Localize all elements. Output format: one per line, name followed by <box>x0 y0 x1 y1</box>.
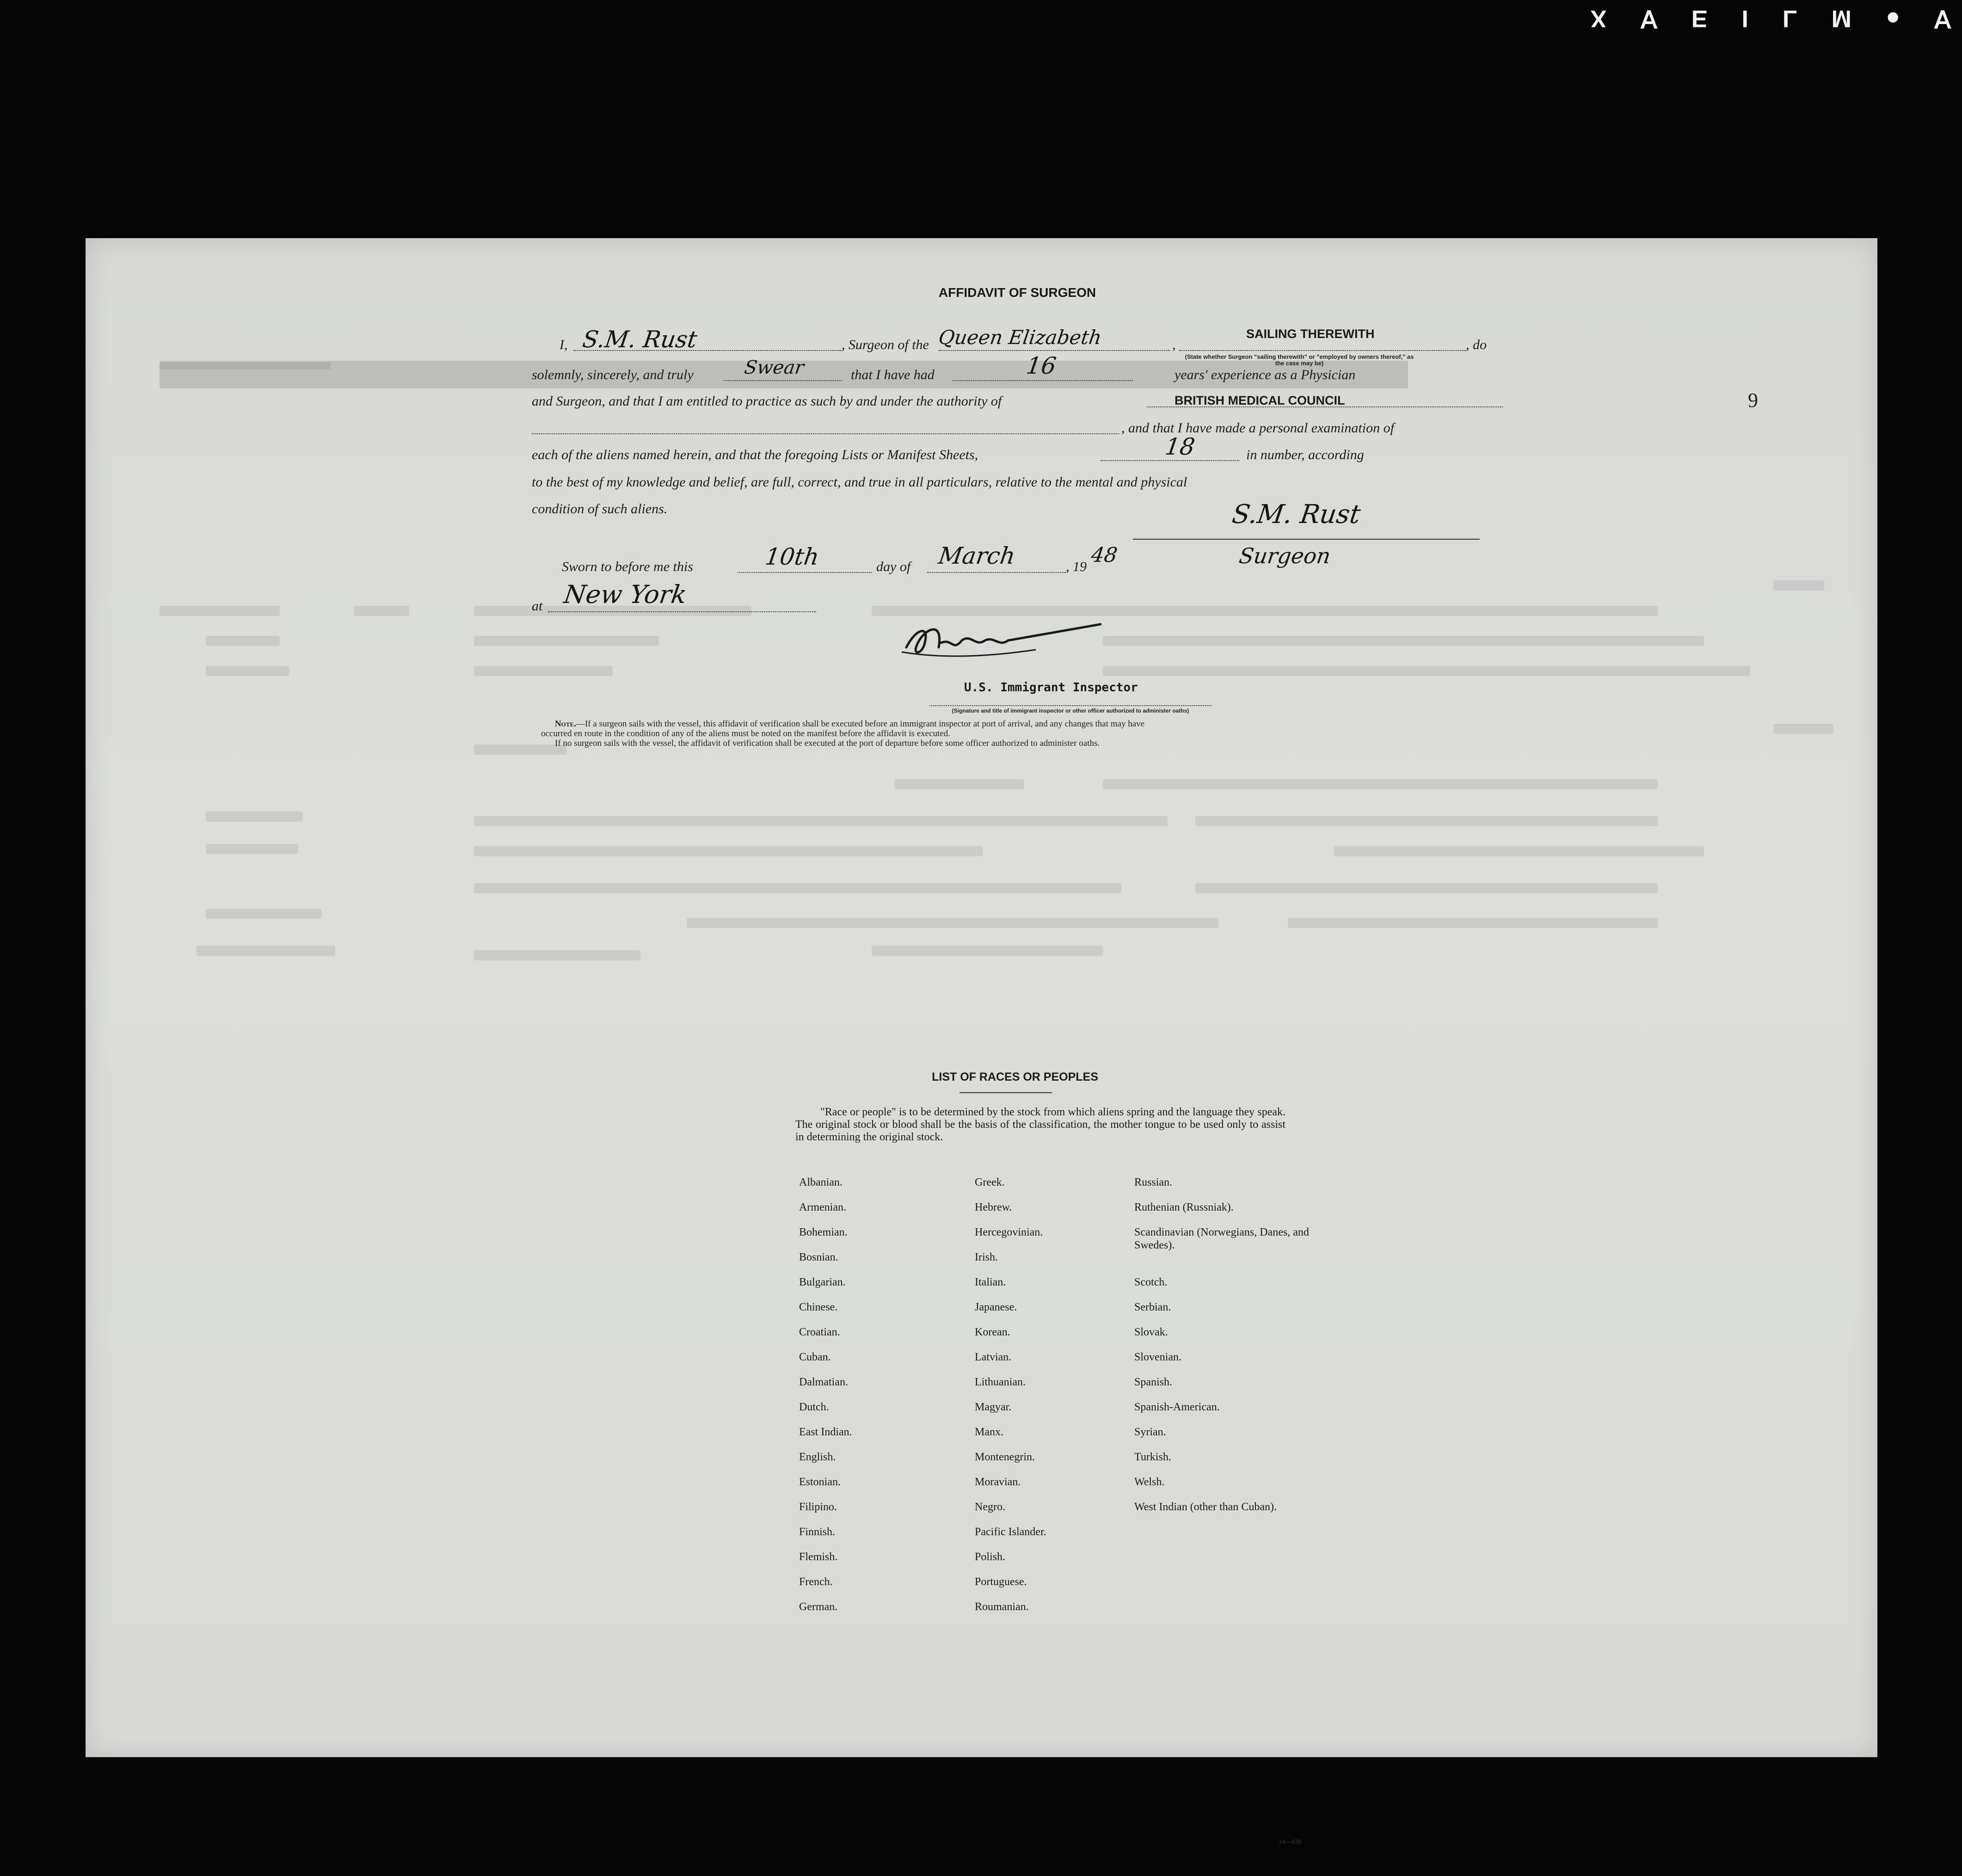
text: day of <box>876 559 911 574</box>
race-item: Albanian. <box>799 1176 843 1188</box>
races-column-1 <box>799 1176 852 1625</box>
list-of-races <box>717 1070 1318 1613</box>
race-item: Spanish-American. <box>1134 1401 1220 1413</box>
surgeon-name: S.M. Rust <box>580 326 699 353</box>
race-item: Armenian. <box>799 1201 846 1213</box>
race-item: Italian. <box>975 1276 1006 1288</box>
text: I, <box>560 337 568 352</box>
race-item: Manx. <box>975 1426 1003 1438</box>
race-item: English. <box>799 1451 836 1463</box>
sworn-line <box>532 542 1503 575</box>
sworn-place-line <box>532 580 1503 614</box>
surgeon-signature: S.M. Rust <box>1230 499 1363 529</box>
page-number: 9 <box>1748 389 1758 412</box>
races-column-2 <box>975 1176 1046 1625</box>
races-intro: "Race or people" is to be determined by the stock from which aliens spring and the language they speak. The original stock or blood shall be the basis of the classification, the mother tongue to be used only to assist in determining the original stock. <box>795 1106 1285 1143</box>
race-item: Slovak. <box>1134 1326 1168 1338</box>
inspector-note: (Signature and title of immigrant inspector or other officer authorized to administer oaths) <box>952 707 1189 714</box>
race-item: Flemish. <box>799 1551 838 1563</box>
race-item: Montenegrin. <box>975 1451 1035 1463</box>
film-mark: M <box>1831 5 1853 32</box>
race-item: Bohemian. <box>799 1226 848 1238</box>
race-item: Ruthenian (Russniak). <box>1134 1201 1234 1213</box>
race-item: Welsh. <box>1134 1476 1165 1488</box>
manifest-sheet-count: 18 <box>1163 433 1197 460</box>
races-column-3 <box>1134 1176 1310 1550</box>
race-item: German. <box>799 1601 838 1613</box>
film-mark: X <box>1590 5 1609 32</box>
affidavit-of-surgeon <box>532 238 1503 793</box>
text: , and that I have made a personal examination of <box>1121 420 1394 436</box>
race-item: Hercegovinian. <box>975 1226 1043 1238</box>
affidavit-line-3 <box>532 387 1503 409</box>
races-title: LIST OF RACES OR PEOPLES <box>932 1070 1098 1083</box>
race-item: Japanese. <box>975 1301 1017 1313</box>
affidavit-note <box>541 719 1503 748</box>
text: at <box>532 598 543 614</box>
inspector-title: U.S. Immigrant Inspector <box>964 681 1138 695</box>
text: , 19 <box>1066 559 1087 574</box>
race-item: Croatian. <box>799 1326 840 1338</box>
race-item: Lithuanian. <box>975 1376 1026 1388</box>
race-item: Serbian. <box>1134 1301 1171 1313</box>
sworn-place: New York <box>562 580 689 609</box>
race-item: Magyar. <box>975 1401 1012 1413</box>
race-item: Russian. <box>1134 1176 1173 1188</box>
race-item: Dalmatian. <box>799 1376 848 1388</box>
text: each of the aliens named herein, and that the foregoing Lists or Manifest Sheets, <box>532 447 978 462</box>
film-mark: E <box>1691 5 1710 32</box>
race-item: Scotch. <box>1134 1276 1168 1288</box>
film-mark: L <box>1782 5 1799 32</box>
race-item: Chinese. <box>799 1301 838 1313</box>
race-item: Cuban. <box>799 1351 831 1363</box>
race-item: Dutch. <box>799 1401 829 1413</box>
surgeon-title: Surgeon <box>1237 543 1332 568</box>
sailing-note: (State whether Surgeon "sailing therewith" or "employed by owners thereof," as the case may be) <box>1185 353 1414 367</box>
note-label: Note. <box>555 719 576 729</box>
text: condition of such aliens. <box>532 501 668 517</box>
race-item: Finnish. <box>799 1526 836 1538</box>
text: , Surgeon of the <box>842 337 929 352</box>
text: and Surgeon, and that I am entitled to practice as such by and under the authority of <box>532 394 1002 409</box>
sworn-year: 48 <box>1089 543 1119 567</box>
text: Sworn to before me this <box>562 559 693 574</box>
form-number: 14—439 <box>1279 1838 1302 1845</box>
film-mark: ∀ <box>1641 5 1659 32</box>
affidavit-line-4 <box>532 414 1503 436</box>
race-item: Spanish. <box>1134 1376 1173 1388</box>
race-item: Slovenian. <box>1134 1351 1181 1363</box>
sailing-status: SAILING THEREWITH <box>1246 327 1375 341</box>
title-underline <box>959 1092 1052 1093</box>
race-item: Syrian. <box>1134 1426 1166 1438</box>
manifest-page <box>86 238 1877 1845</box>
race-item: Korean. <box>975 1326 1010 1338</box>
text: in number, according <box>1246 447 1364 462</box>
text: to the best of my knowledge and belief, are full, correct, and true in all particulars, relative to the mental and physical <box>532 474 1187 490</box>
race-item: Bulgarian. <box>799 1276 846 1288</box>
affidavit-title: AFFIDAVIT OF SURGEON <box>938 285 1096 300</box>
years-experience: 16 <box>1024 352 1058 379</box>
blank-line <box>532 419 1119 434</box>
race-item: Roumanian. <box>975 1601 1029 1613</box>
inspector-signature-graphic <box>897 615 1110 666</box>
note-line-3: If no surgeon sails with the vessel, the affidavit of verification shall be executed at the port of departure before some officer authorized to administer oaths. <box>555 738 1100 748</box>
affidavit-line-5 <box>532 433 1503 463</box>
race-item: West Indian (other than Cuban). <box>1134 1501 1277 1513</box>
licensing-authority: BRITISH MEDICAL COUNCIL <box>1175 394 1345 407</box>
race-item: Irish. <box>975 1251 998 1263</box>
oath-word: Swear <box>743 357 806 378</box>
note-line-1: —If a surgeon sails with the vessel, this affidavit of verification shall be executed before an immigrant inspector at port of arrival, and any changes that may have <box>576 719 1145 729</box>
race-item: Bosnian. <box>799 1251 838 1263</box>
race-item: Filipino. <box>799 1501 837 1513</box>
text: years' experience as a Physician <box>1175 367 1356 382</box>
race-item: Portuguese. <box>975 1576 1027 1588</box>
text: , <box>1172 337 1176 352</box>
note-line-2: occurred en route in the condition of any of the aliens must be noted on the manifest before the affidavit is executed. <box>541 729 950 738</box>
race-item: French. <box>799 1576 833 1588</box>
film-edge-marks <box>1590 0 1953 32</box>
race-item: Scandinavian (Norwegians, Danes, and Swedes). <box>1134 1226 1309 1251</box>
vessel-name: Queen Elizabeth <box>937 326 1103 349</box>
inspector-signature <box>897 615 1110 670</box>
text: solemnly, sincerely, and truly <box>532 367 694 382</box>
race-item: Polish. <box>975 1551 1006 1563</box>
race-item: Negro. <box>975 1501 1005 1513</box>
sworn-day: 10th <box>763 543 821 570</box>
affidavit-line-6 <box>532 468 1503 490</box>
race-item: East Indian. <box>799 1426 852 1438</box>
race-item: Latvian. <box>975 1351 1012 1363</box>
race-item: Hebrew. <box>975 1201 1012 1213</box>
text: that I have had <box>851 367 935 382</box>
race-item: Pacific Islander. <box>975 1526 1046 1538</box>
text: , do <box>1466 337 1487 352</box>
film-mark: I <box>1741 5 1750 32</box>
film-mark: ● <box>1886 5 1902 32</box>
race-item: Turkish. <box>1134 1451 1171 1463</box>
race-item: Greek. <box>975 1176 1005 1188</box>
film-mark: ∀ <box>1934 5 1953 32</box>
race-item: Estonian. <box>799 1476 841 1488</box>
sworn-month: March <box>936 542 1017 569</box>
race-item: Moravian. <box>975 1476 1021 1488</box>
